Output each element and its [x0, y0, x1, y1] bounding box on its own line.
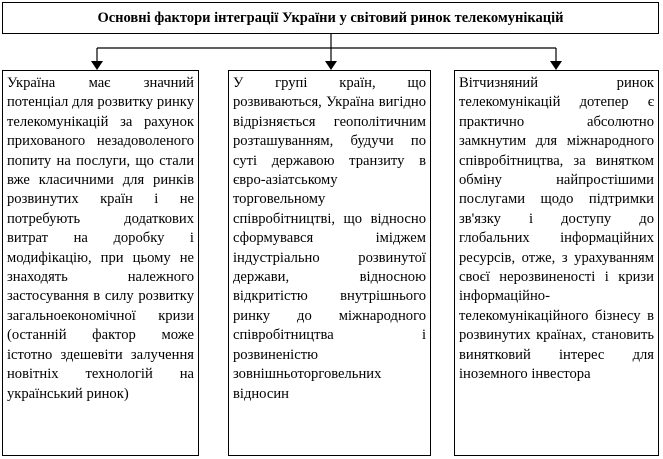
- factor-text: Україна має значний потенціал для розвитку ринку телекомунікацій за рахунок прихованого незадоволеного попиту на послуги, що стали вже класичними для ринків розвинутих країн і не потребують додаткових витрат на доробку і модифікацію, при цьому не знаходять належного застосування в силу розвитку загальноекономічної кризи (останній фактор може істотно здешевіти залучення новітніх технологій на український ринок): [7, 75, 194, 402]
- arrowhead-middle: [325, 61, 337, 70]
- arrowhead-left: [91, 61, 103, 70]
- factor-box-domestic-potential: [2, 70, 199, 456]
- arrowhead-right: [550, 61, 562, 70]
- title-box: [2, 2, 659, 34]
- factor-box-closed-market: [454, 70, 659, 456]
- factor-text: Вітчизняний ринок телекомунікацій дотепер є практично абсолютно замкнутим для міжнародного співробітництва, за винятком обміну найпростішими послугами щодо підтримки зв'язку і доступу до глобальних інформаційних ресурсів, отже, з урахуванням своєї нерозвиненості і кризи інформаційно-телекомунікаційного бізнесу в розвинутих країнах, становить винятковий інтерес для іноземного інвестора: [459, 75, 654, 383]
- factor-text: У групі країн, що розвиваються, Україна вигідно відрізняється геополітичним розташуванням, будучи по суті державою транзиту в євро-азіатському торговельному співробітництві, що відносно сформувався іміджем індустріально розвинутої держави, відносною відкритістю внутрішнього ринку до міжнародного співробітництва і розвиненістю зовнішньоторговельних відносин: [233, 75, 426, 402]
- factor-box-geopolitical-position: [228, 70, 431, 456]
- diagram-title: Основні фактори інтеграції України у світовий ринок телекомунікацій: [97, 9, 564, 26]
